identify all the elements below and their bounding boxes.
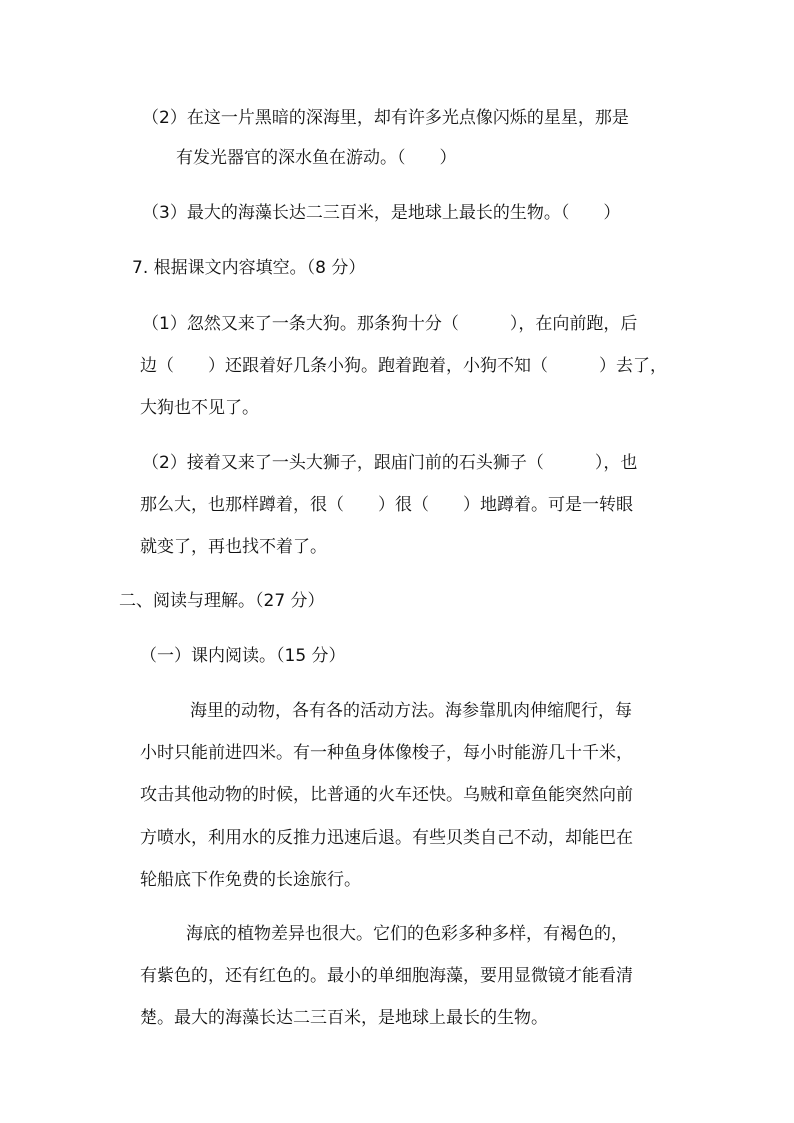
passage-p1-line5: 轮船底下作免费的长途旅行。 bbox=[140, 870, 361, 890]
passage-p1-line1: 海里的动物，各有各的活动方法。海参靠肌肉伸缩爬行，每 bbox=[190, 701, 632, 721]
q6-item2-line1: （2）在这一片黑暗的深海里，却有许多光点像闪烁的星星，那是 bbox=[142, 108, 629, 128]
passage-p2-line1: 海底的植物差异也很大。它们的色彩多种多样，有褐色的， bbox=[186, 924, 628, 944]
q7-item2-line1: （2）接着又来了一头大狮子，跟庙门前的石头狮子（ ），也 bbox=[142, 453, 638, 473]
passage-p1-line2: 小时只能前进四米。有一种鱼身体像梭子，每小时能游几十千米， bbox=[140, 743, 633, 763]
q7-item1-line2: 边（ ）还跟着好几条小狗。跑着跑着，小狗不知（ ）去了， bbox=[140, 356, 667, 376]
passage-p2-line2: 有紫色的，还有红色的。最小的单细胞海藻，要用显微镜才能看清 bbox=[140, 966, 633, 986]
passage-p2-line3: 楚。最大的海藻长达二三百米，是地球上最长的生物。 bbox=[140, 1008, 548, 1028]
subsection1-heading: （一）课内阅读。（15 分） bbox=[140, 646, 346, 666]
q7-item1-line1: （1）忽然又来了一条大狗。那条狗十分（ ），在向前跑，后 bbox=[142, 314, 638, 334]
passage-p1-line3: 攻击其他动物的时候，比普通的火车还快。乌贼和章鱼能突然向前 bbox=[140, 785, 633, 805]
q6-item2-line2: 有发光器官的深水鱼在游动。（ ） bbox=[176, 148, 457, 168]
q7-heading: 7. 根据课文内容填空。（8 分） bbox=[132, 258, 366, 278]
q6-item3: （3）最大的海藻长达二三百米，是地球上最长的生物。（ ） bbox=[142, 203, 621, 223]
q7-item2-line2: 那么大，也那样蹲着，很（ ）很（ ）地蹲着。可是一转眼 bbox=[140, 495, 633, 515]
q7-item1-line3: 大狗也不见了。 bbox=[140, 398, 259, 418]
section2-heading: 二、阅读与理解。（27 分） bbox=[119, 591, 325, 611]
q7-item2-line3: 就变了，再也找不着了。 bbox=[140, 537, 327, 557]
passage-p1-line4: 方喷水，利用水的反推力迅速后退。有些贝类自己不动，却能巴在 bbox=[140, 828, 633, 848]
